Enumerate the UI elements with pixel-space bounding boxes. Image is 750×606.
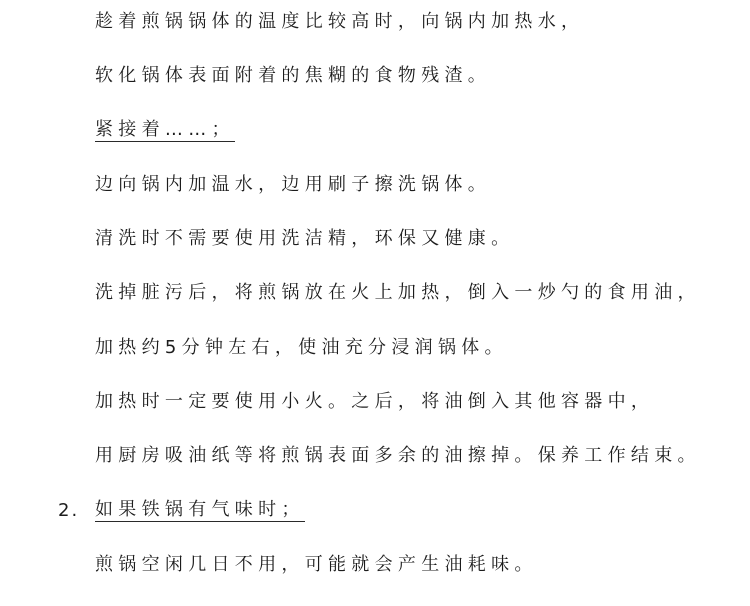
paragraph-line [0, 0, 750, 49]
paragraph-line [0, 375, 750, 429]
line-text: 煎锅空闲几日不用，可能就会产生油耗味。 [95, 553, 538, 575]
underlined-heading: 如果铁锅有气味时； [95, 499, 305, 521]
paragraph-line [0, 321, 750, 375]
paragraph-line [0, 158, 750, 212]
numbered-heading [0, 484, 750, 538]
paragraph-line [0, 49, 750, 103]
line-text: 清洗时不需要使用洗洁精，环保又健康。 [95, 228, 515, 250]
line-text: 软化锅体表面附着的焦糊的食物残渣。 [95, 65, 492, 87]
paragraph-line [0, 538, 750, 592]
underlined-subheading: 紧接着……； [95, 119, 235, 141]
line-text: 加热时一定要使用小火。之后，将油倒入其他容器中， [95, 391, 655, 413]
line-text: 洗掉脏污后，将煎锅放在火上加热，倒入一炒勺的食用油， [95, 282, 701, 304]
paragraph-line [0, 212, 750, 266]
subheading-line [0, 104, 750, 158]
paragraph-line [0, 266, 750, 320]
line-text: 边向锅内加温水，边用刷子擦洗锅体。 [95, 173, 492, 195]
list-number: 2. [58, 499, 80, 521]
line-text: 加热约5分钟左右，使油充分浸润锅体。 [95, 336, 508, 358]
line-text: 趁着煎锅锅体的温度比较高时，向锅内加热水， [95, 11, 585, 32]
paragraph-line [0, 429, 750, 483]
line-text: 用厨房吸油纸等将煎锅表面多余的油擦掉。保养工作结束。 [95, 445, 701, 467]
